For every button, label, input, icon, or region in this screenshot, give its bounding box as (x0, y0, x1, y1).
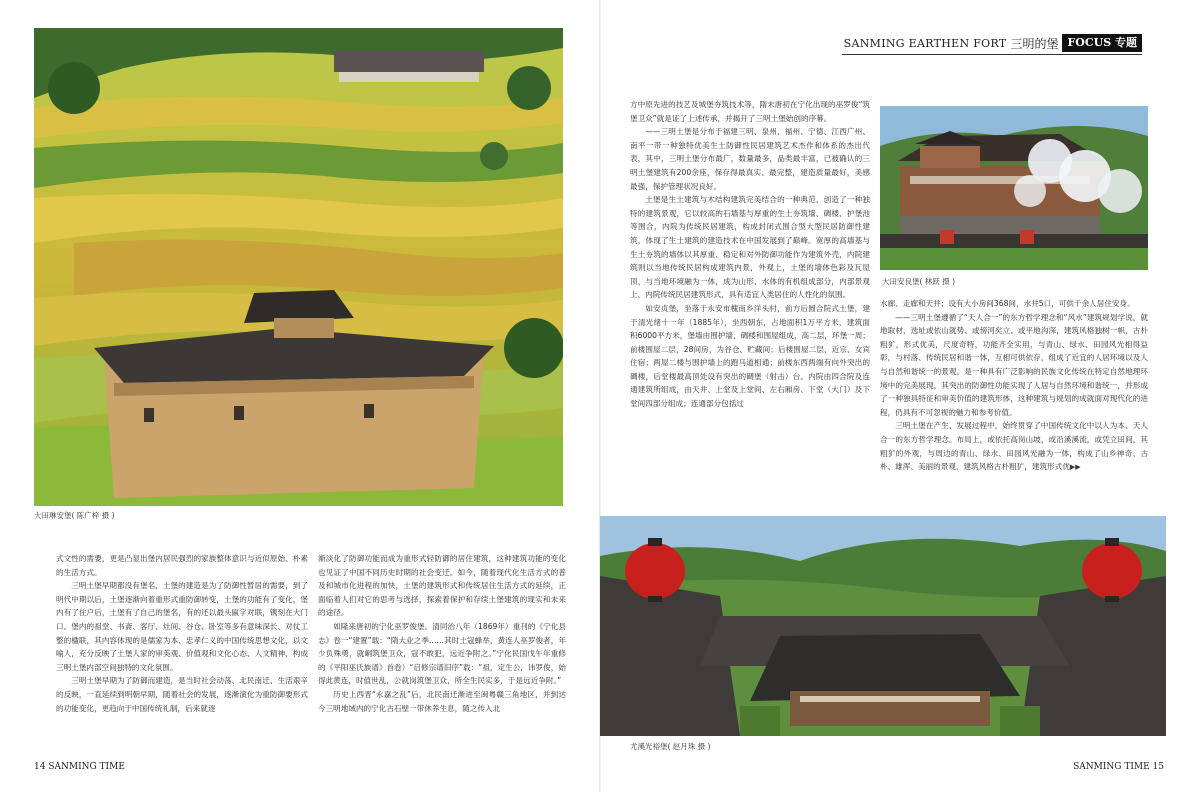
paragraph: 历史上西晋“永嘉之乱”后，北民南迁渐进至闽粤赣三角地区，并到达今三明地域内的宁化古石壁一带休养生息，随之传入北 (318, 689, 566, 713)
fort-landscape-photo (34, 28, 563, 506)
header-english-title: SANMING EARTHEN FORT (843, 36, 1007, 50)
left-text-column-2 (318, 552, 566, 757)
paragraph: 方中原先进的技艺及城堡夯筑技术等，隋末唐初在宁化出现的巫罗俊“筑堡卫众”就是证了上述传承，并揭开了三明土堡始创的序幕。 (630, 100, 870, 123)
header-rule (842, 54, 1142, 55)
right-text-column-1 (630, 98, 870, 510)
paragraph: 三明土堡早期为了防御而建造，是当时社会动荡、北民南迁、生活艰辛的反映，一直延续到明朝早期，随着社会的发展，逐渐演化为重防御要形式的功能变化，更趋向于中国传统礼制，后来就逐 (56, 676, 308, 713)
paragraph: 渐淡化了防御功能而成为重形式轻防御的居住建筑，这种建筑功能的变化也见证了中国不同历史时期的社会变迁。如今，随着现代化生活方式的普及和城市化进程的加快，土堡的建筑形式和传统居住生活方式的延续，正面临着人们对它的思考与选择，探索着保护和存续土堡建筑的现实和未来的途径。 (318, 554, 566, 618)
paragraph: 如安贞堡，坐落于永安市槐南乡洋头村，前方后圆合院式土堡，建于清光绪十一年（1885年），坐西朝东，占地面积1万平方米，建筑面积6000平方米，堡墙由围护墙、碉楼和围屋组成，高二层，环堡一周；前楼围屋二层，28间房，为谷仓、贮藏间；后楼围屋二层，近宗、女宾住宿；两屋二楼与围护墙上的跑马道相通；前楼东西两端有向外突出的碉楼，后堂楼最高顶处设有突出的碉堡（射击）台。内院由四合院及连通建筑所组成，由天井、上堂及上堂间、左右厢房、下堂（大门）及下堂间四部分组成；连通部分包括过 (630, 303, 870, 409)
paragraph: 土堡是生土建筑与木结构建筑完美结合的一种典范，创造了一种独特的建筑景观，它以较高的石墙基与厚重的生土夯筑墙、碉楼、护堡池等围合，内院为传统民居建筑，构成封闭式围合型大型民居防御性建筑，体现了生土建筑的建造技术在中国发展到了巅峰。宽厚的高墙基与生土夯筑的墙体以其厚重、稳定和对外防御功能作为建筑外壳，内院建筑则以当地传统民居构成建筑内景，外观上，土堡的墙体色彩及瓦屋顶，与当地环境融为一体，成为山形、水体的有机组成部分，内部景观上，内院传统民居建筑形式，具有适宜人类居住的人性化的氛围。 (630, 195, 870, 300)
focus-section-badge: FOCUS 专题 (1062, 34, 1142, 52)
left-text-column-1 (56, 552, 308, 757)
paragraph: ——三明土堡遵循了“天人合一”的东方哲学理念和“风水”建筑规划学说，就地取材，选址或依山就势、或傍河矣立、或平地沟深，建筑风格独树一帜，古朴粗犷，形式优美，尺度奇特，功能齐全实用，与青山、绿水、田园风光相得益彰，与村落、传统民居和谐一体，互相可供依存，组成了近宜的人居环境以及人与自然和谐统一的景观。是一种具有广泛影响的民族文化传统在特定自然地理环境中的完美展现，其突出的防御性功能实现了人居与自然环境和谐统一，并形成了一种独具特征和审美价值的建筑形体，这种建筑与规划的成就面对现代化的进程，仍具有不可忽视的魅力和参考价值。 (880, 312, 1148, 417)
right-text-column-2 (880, 297, 1148, 509)
paragraph: 三明土堡早期都没有堡名，土堡的建造是为了防御性暂居的需要，到了明代中期以后，土堡逐渐向着重形式重防御转变，土堡的功能有了变化，堡内有了住户后，土堡有了自己的堡名，有的还以最头匾字对联，镌刻在大门口。堡内的祖堂、书斋、客厅、灶间、谷仓、卧室等多有意味深长、对仗工整的楹联，其内容体现的是儒家为本、忠孝仁义的中国传统思想文化，以文喻人，充分反映了土堡人家的审美观、价值观和文化心态、人文精神，构成三明土堡内部空间独特的文化氛围。 (56, 581, 308, 672)
continue-arrow-icon: ▶▶ (1069, 463, 1081, 472)
paragraph: 式文性的需要，更是凸显出堡内居民强烈的家族整体意识与近似原始、朴素的生活方式。 (56, 554, 308, 577)
fort-courtyard-photo (600, 516, 1166, 736)
paragraph-text: 三明土堡在产生、发展过程中，始终贯穿了中国传统文化中以人为本、天人合一的东方哲学理念。布局上，或依托高岗山坡，或沿溪溪流，或凭立田间，其粗犷的外观，与周边的青山、绿水、田园风光融为一体，构成了山乡神奇、古朴、雄浑、美丽的景观，建筑风格古朴粗犷，建筑形式优 (880, 421, 1148, 472)
running-header (844, 34, 1142, 52)
photo-caption-2: 大田安良堡( 林跃 摄 ) (882, 277, 956, 286)
paragraph: 如隆来唐初的宁化巫罗俊堡。清同治八年（1869年）重刊的《宁化县志》卷一“建置”载：“隋大业之季……其时土寇蜂举，黄连人巫罗俊者，年少负殊勇，就峒筑堡卫众，寇不敢犯，远近争附之。”宁化民国戊午年重修的《平阳巫氏族谱》首卷）“启修宗谱旧序”载：“祖，定生公，讳罗俊，始得此黄连，时值世乱，公就岗筑堡卫众，所全生民实多，于是远近争附。” (318, 621, 566, 686)
paragraph: 水廊、走廊和天井；设有大小房间368间，水井5口，可供千余人居住安身。 (880, 299, 1135, 308)
fort-festival-photo (880, 106, 1148, 270)
photo-caption-3: 尤溪光裕堡( 赵月珠 摄 ) (630, 742, 711, 751)
paragraph: ——三明土堡是分布于福建三明、泉州、福州、宁德、江西广州、南平一带一种独特优美生土防御性民居建筑艺术杰作和体系的杰出代表，其中，三明土堡分布最广，数量最多，品类最丰富，已被确认的三明土堡建筑有200余座，保存得最真实、最完整，建造质量最好，美感最强，保护管理状况良好。 (630, 127, 870, 191)
header-chinese-title: 三明的堡 (1010, 36, 1059, 51)
photo-caption-1: 大田琳安堡( 陈广梓 摄 ) (34, 511, 115, 520)
page-folio-right: SANMING TIME 15 (1073, 762, 1164, 772)
page-folio-left: 14 SANMING TIME (34, 762, 125, 772)
paragraph (880, 419, 1148, 474)
